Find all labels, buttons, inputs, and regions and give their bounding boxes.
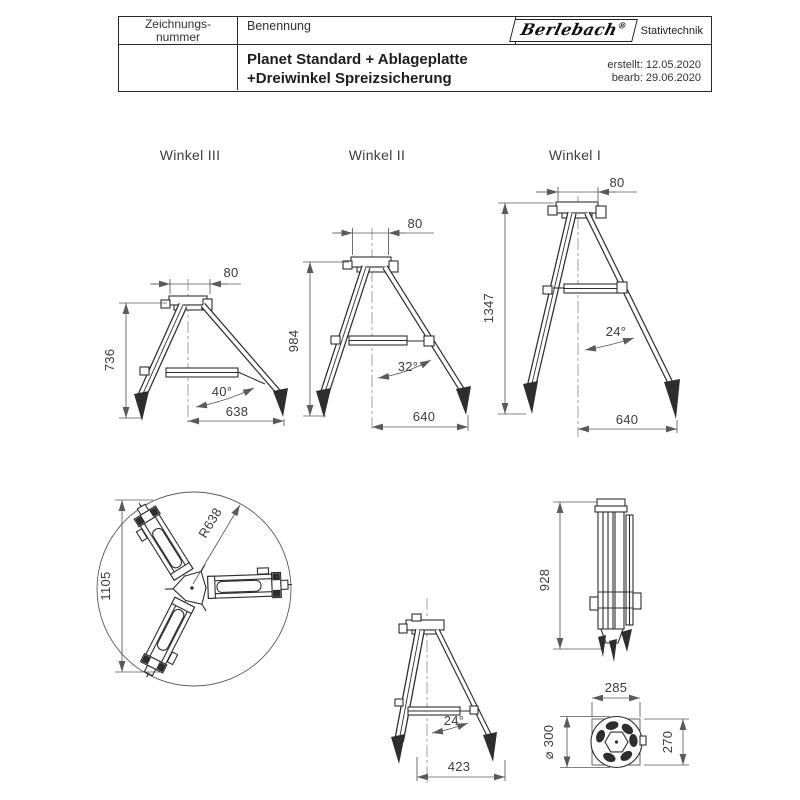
- created-date: erstellt: 12.05.2020: [607, 59, 701, 71]
- winkel3-figure: [102, 265, 288, 426]
- winkel3-angle-label: 40°: [211, 384, 233, 399]
- name-header: Benennung: [247, 19, 311, 33]
- winkel2-label: Winkel II: [348, 147, 406, 163]
- folded-side-right-foot: [483, 732, 497, 762]
- folded-side-figure: [391, 598, 505, 783]
- winkel1-angle-dim: [585, 324, 634, 350]
- folded-side-right-leg: [437, 630, 497, 762]
- winkel1-height-dim: [481, 203, 554, 414]
- winkel1-figure: [481, 175, 680, 437]
- title-block-body-row: [119, 45, 711, 90]
- folded-front-height-dim: [537, 502, 601, 649]
- top-view-figure: [97, 492, 292, 686]
- folded-side-left-foot: [391, 734, 405, 764]
- winkel1-left-foot: [523, 381, 538, 414]
- winkel1-height-label: 1347: [481, 292, 496, 324]
- winkel3-label: Winkel III: [159, 147, 221, 163]
- top-view-leg-lower-left: [135, 591, 203, 685]
- folded-top-width-label: 285: [604, 680, 628, 695]
- winkel1-base-label: 640: [615, 412, 639, 427]
- folded-front-height-label: 928: [537, 568, 552, 592]
- folded-top-width-dim: [592, 680, 640, 717]
- winkel2-figure: [286, 216, 471, 432]
- winkel2-head: [351, 257, 391, 267]
- winkel1-top-dim-label: 80: [609, 175, 625, 190]
- folded-side-base-dim: [417, 757, 505, 781]
- top-view-radius-dim: [193, 505, 240, 584]
- brand-name: Berlebach®: [518, 20, 628, 39]
- title-block: [118, 16, 712, 92]
- winkel3-right-leg: [203, 305, 288, 417]
- winkel2-base-label: 640: [412, 409, 436, 424]
- winkel2-angle-dim: [378, 359, 431, 378]
- folded-top-figure: [541, 680, 689, 768]
- registered-trademark-icon: ®: [616, 21, 628, 32]
- winkel1-left-leg: [523, 213, 572, 414]
- winkel2-top-dim-label: 80: [407, 216, 423, 231]
- folded-side-angle-dim: [432, 713, 468, 733]
- brand-suffix: Stativtechnik: [640, 24, 703, 37]
- winkel3-right-foot: [273, 388, 288, 417]
- folded-side-left-leg: [391, 630, 420, 764]
- winkel1-head: [556, 202, 598, 213]
- winkel3-base-label: 638: [225, 404, 249, 419]
- edited-date: bearb: 29.06.2020: [611, 72, 701, 84]
- winkel2-angle-label: 32°: [397, 359, 419, 374]
- drawing-title-line1: Planet Standard + Ablageplatte: [247, 51, 468, 68]
- folded-top-diameter-label: ⌀ 300: [541, 724, 556, 760]
- top-view-leg-right: [201, 567, 292, 600]
- winkel3-head: [169, 296, 207, 305]
- title-block-header-row: [119, 17, 711, 45]
- drawing-number-label-line2: nummer: [155, 29, 200, 44]
- winkel1-right-foot: [664, 379, 680, 419]
- dates: [607, 59, 701, 85]
- folded-front-figure: [537, 499, 641, 662]
- winkel1-right-leg: [587, 213, 680, 419]
- winkel1-top-dim: [536, 175, 637, 201]
- winkel3-left-foot: [134, 391, 149, 421]
- winkel3-left-leg: [134, 305, 183, 421]
- winkel3-top-dim-label: 80: [223, 265, 239, 280]
- winkel3-top-dim: [150, 265, 241, 294]
- winkel2-right-foot: [456, 386, 471, 415]
- top-view-leg-upper-left: [124, 497, 197, 589]
- drawing-number-label-line1: Zeichnungs-: [144, 17, 212, 31]
- winkel2-height-label: 984: [286, 329, 301, 353]
- folded-top-depth-label: 270: [660, 730, 675, 754]
- winkel3-height-label: 736: [102, 348, 117, 372]
- folded-top-depth-dim: [644, 719, 689, 765]
- top-view-span-label: 1105: [98, 571, 113, 601]
- berlebach-logo: [509, 19, 638, 42]
- drawing-number-cell: [119, 45, 238, 90]
- winkel1-angle-label: 24°: [605, 324, 627, 339]
- folded-side-base-label: 423: [447, 759, 471, 774]
- drawing-title-line2: +Dreiwinkel Spreizsicherung: [247, 70, 452, 87]
- winkel3-base-dim: [188, 404, 284, 426]
- top-view-radius-label: R638: [195, 504, 225, 541]
- brand-cell: [515, 17, 711, 44]
- winkel2-top-dim: [332, 216, 434, 255]
- winkel1-base-dim: [578, 412, 677, 433]
- winkel2-base-dim: [372, 409, 468, 431]
- drawing-number-header: [119, 17, 238, 44]
- winkel2-left-foot: [316, 388, 331, 418]
- folded-side-angle-label: 24°: [443, 713, 465, 728]
- winkel1-label: Winkel I: [548, 147, 602, 163]
